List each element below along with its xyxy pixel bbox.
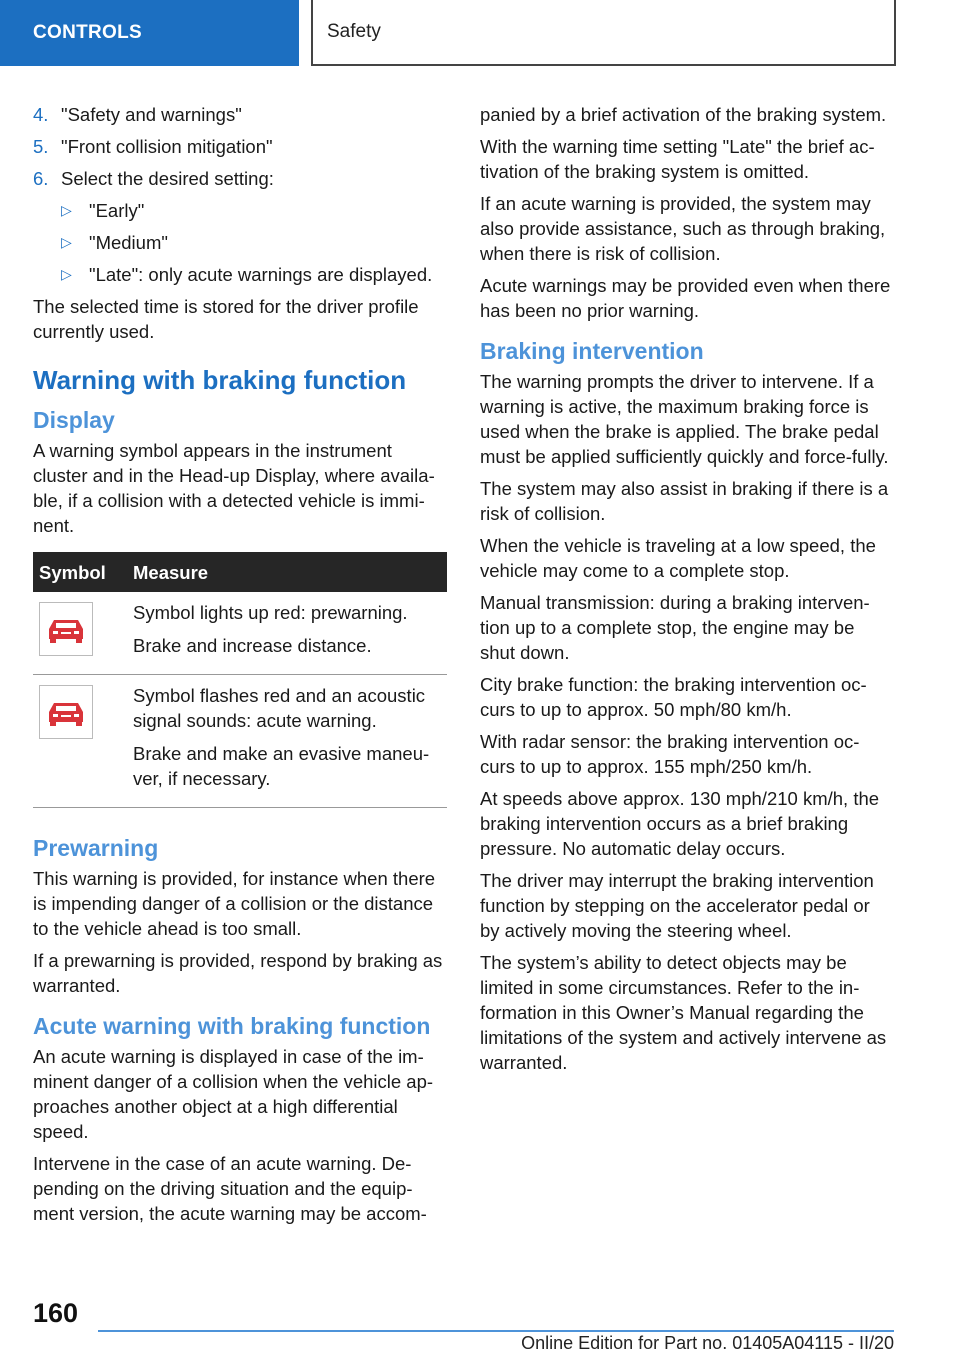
continued-paragraph: panied by a brief activation of the braking system. (480, 104, 887, 125)
braking-paragraph: The system’s ability to detect objects may be limited in some circumstances. Refer to the in‐formation in this Owner’s Manual regarding the limitations of the system and actively intervene as warranted. (480, 952, 887, 1073)
step-number: 6. (33, 168, 49, 189)
braking-paragraph: When the vehicle is traveling at a low speed, the vehicle may come to a complete stop. (480, 535, 876, 581)
triangle-bullet-icon: ▷ (61, 266, 72, 282)
table-row (33, 675, 447, 808)
measure-cell (127, 675, 447, 808)
acute-paragraph: Intervene in the case of an acute warning. De‐pending on the driving situation and the equip‐ment version, the acute warning may be accom‐ (33, 1153, 427, 1224)
heading-display: Display (33, 407, 115, 433)
step-text: "Front collision mitigation" (61, 136, 273, 157)
triangle-bullet-icon: ▷ (61, 234, 72, 250)
late-setting-paragraph: With the warning time setting "Late" the brief ac‐tivation of the braking system is omitted. (480, 136, 875, 182)
page-header (0, 0, 960, 66)
braking-paragraph: At speeds above approx. 130 mph/210 km/h, the braking intervention occurs as a brief braking pressure. No automatic delay occurs. (480, 788, 880, 859)
braking-paragraph: The system may also assist in braking if there is a risk of collision. (480, 478, 889, 524)
step-text: "Safety and warnings" (61, 104, 242, 125)
column-header-measure: Measure (127, 552, 447, 592)
measure-cell (127, 592, 447, 675)
left-column (33, 102, 447, 1233)
step-item (33, 102, 447, 127)
display-paragraph: A warning symbol appears in the instrument cluster and in the Head-up Display, where availa‐ble, if a collision with a detected vehicle is immi‐nent. (33, 440, 435, 536)
measure-line: Brake and make an evasive maneu‐ver, if necessary. (133, 743, 430, 789)
option-item (61, 230, 447, 255)
car-warning-icon (39, 602, 93, 656)
acute-assist-paragraph: If an acute warning is provided, the system may also provide assistance, such as through braking, when there is risk of collision. (480, 193, 886, 264)
option-text: "Late": only acute warnings are displayed. (89, 264, 433, 285)
step-text: Select the desired setting: (61, 168, 274, 189)
heading-prewarning: Prewarning (33, 835, 159, 861)
step-number: 4. (33, 104, 49, 125)
right-column (480, 102, 894, 1082)
edition-info: Online Edition for Part no. 01405A04115 - II/20 (521, 1333, 894, 1353)
prewarning-paragraph: If a prewarning is provided, respond by braking as warranted. (33, 950, 443, 996)
section-tab: CONTROLS (0, 0, 299, 66)
step-item (33, 166, 447, 191)
symbol-cell (33, 675, 127, 808)
option-item (61, 198, 447, 223)
page-number: 160 (33, 1298, 79, 1328)
no-prior-warning-paragraph: Acute warnings may be provided even when there has been no prior warning. (480, 275, 891, 321)
chapter-title: Safety (311, 0, 896, 66)
measure-line: Symbol flashes red and an acoustic signal sounds: acute warning. (133, 685, 426, 731)
triangle-bullet-icon: ▷ (61, 202, 72, 218)
symbol-table (33, 552, 447, 808)
symbol-cell (33, 592, 127, 675)
step-item (33, 134, 447, 159)
stored-paragraph: The selected time is stored for the driver profile currently used. (33, 296, 419, 342)
option-text: "Medium" (89, 232, 168, 253)
table-header-row (33, 552, 447, 592)
step-number: 5. (33, 136, 49, 157)
car-warning-icon (39, 685, 93, 739)
measure-line: Symbol lights up red: prewarning. (133, 602, 408, 623)
braking-paragraph: City brake function: the braking intervention oc‐curs to up to approx. 50 mph/80 km/h. (480, 674, 867, 720)
measure-line: Brake and increase distance. (133, 635, 372, 656)
table-row (33, 592, 447, 675)
heading-acute-warning: Acute warning with braking function (33, 1013, 431, 1039)
footer-divider (98, 1330, 894, 1332)
braking-paragraph: The driver may interrupt the braking intervention function by stepping on the accelerator pedal or by actively moving the steering wheel. (480, 870, 874, 941)
heading-warning-braking: Warning with braking function (33, 365, 407, 395)
prewarning-paragraph: This warning is provided, for instance when there is impending danger of a collision or the distance to the vehicle ahead is too small. (33, 868, 436, 939)
braking-paragraph: The warning prompts the driver to intervene. If a warning is active, the maximum braking force is used when the brake is applied. The brake pedal must be applied sufficiently quickly and force‐fully. (480, 371, 889, 467)
heading-braking-intervention: Braking intervention (480, 338, 704, 364)
acute-paragraph: An acute warning is displayed in case of the im‐minent danger of a collision when the vehicle ap‐proaches another object at a high differential speed. (33, 1046, 434, 1142)
braking-paragraph: Manual transmission: during a braking interven‐tion up to a complete stop, the engine may be shut down. (480, 592, 870, 663)
braking-paragraph: With radar sensor: the braking intervention oc‐curs to up to approx. 155 mph/250 km/h. (480, 731, 860, 777)
option-item (61, 262, 447, 287)
column-header-symbol: Symbol (33, 552, 127, 592)
option-text: "Early" (89, 200, 145, 221)
